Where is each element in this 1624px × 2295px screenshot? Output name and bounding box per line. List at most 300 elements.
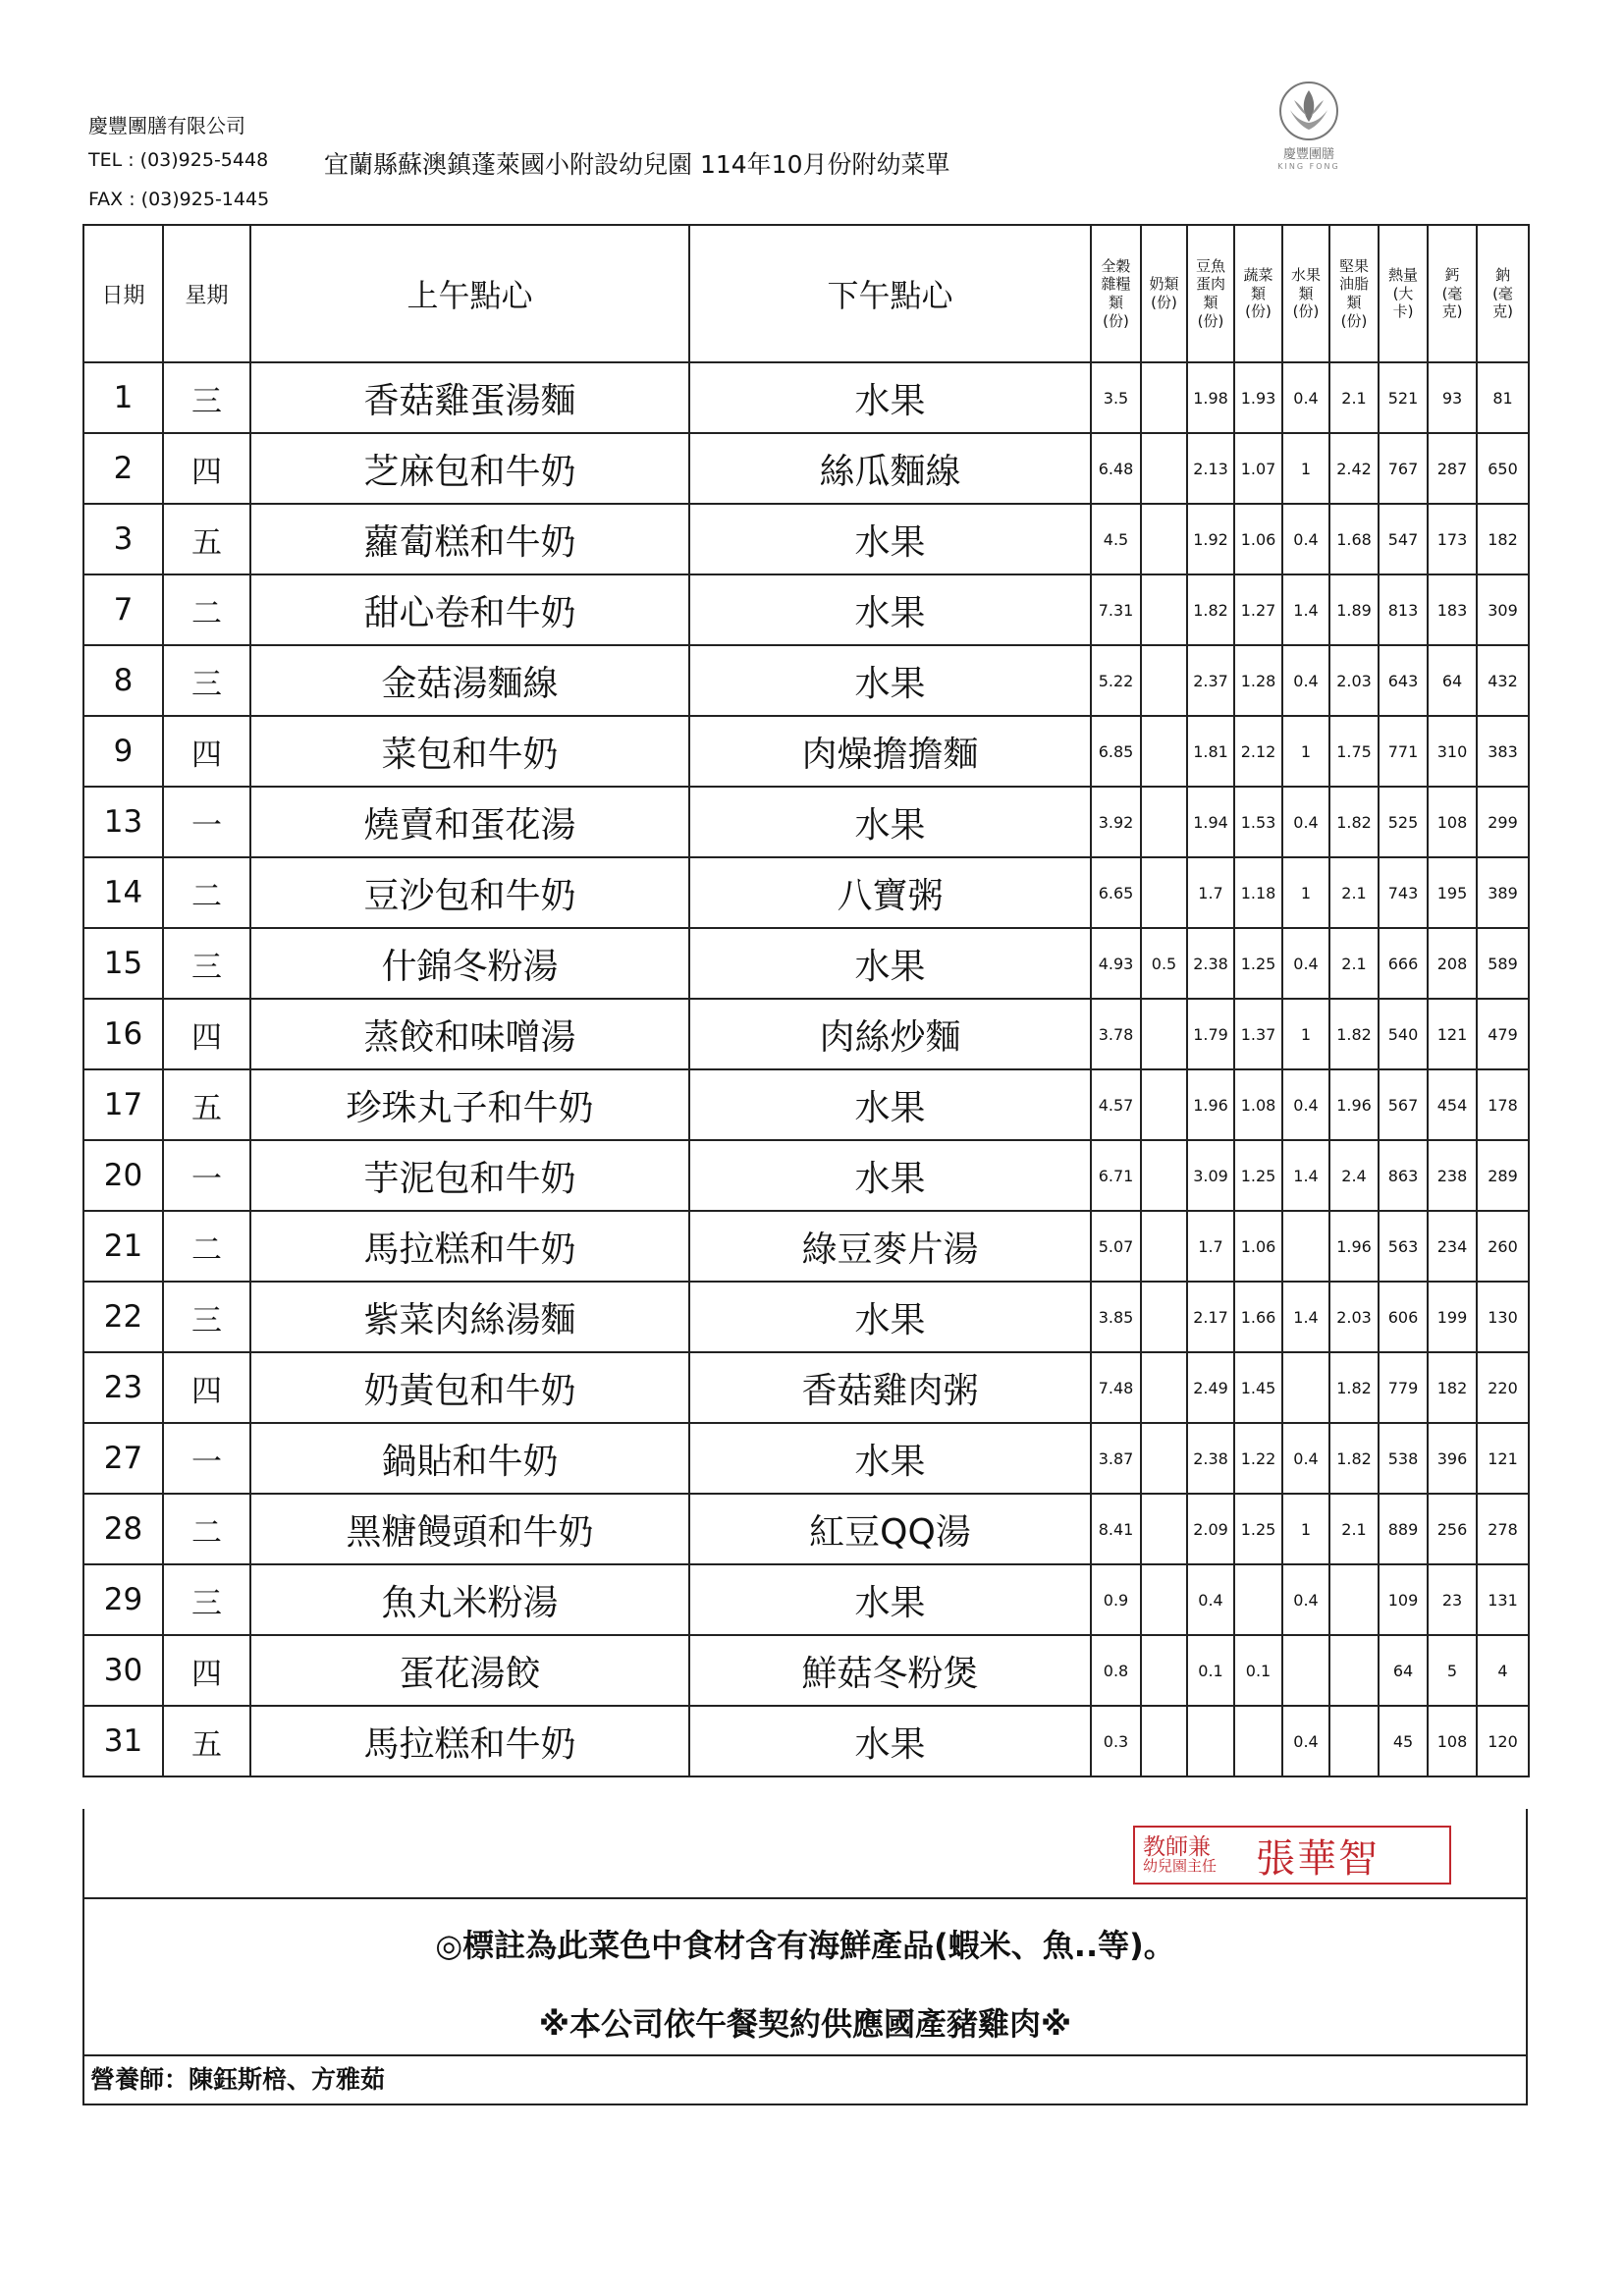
cell-date: 22 (83, 1282, 163, 1352)
cell-date: 30 (83, 1635, 163, 1706)
cell-grain: 0.3 (1091, 1706, 1141, 1776)
cell-afternoon: 香菇雞肉粥 (689, 1352, 1091, 1423)
cell-fat: 2.1 (1329, 362, 1379, 433)
cell-sodium: 650 (1477, 433, 1529, 504)
cell-grain: 0.8 (1091, 1635, 1141, 1706)
cell-protein (1187, 1706, 1234, 1776)
cell-date: 14 (83, 857, 163, 928)
cell-fat: 2.1 (1329, 1494, 1379, 1564)
cell-afternoon: 肉絲炒麵 (689, 999, 1091, 1069)
cell-sodium: 432 (1477, 645, 1529, 716)
cell-sodium: 299 (1477, 787, 1529, 857)
cell-fat: 1.89 (1329, 574, 1379, 645)
cell-afternoon: 綠豆麥片湯 (689, 1211, 1091, 1282)
cell-weekday: 四 (163, 716, 250, 787)
cell-morning: 紫菜肉絲湯麵 (250, 1282, 689, 1352)
cell-weekday: 二 (163, 1211, 250, 1282)
cell-date: 13 (83, 787, 163, 857)
cell-calcium: 108 (1428, 1706, 1477, 1776)
cell-sodium: 4 (1477, 1635, 1529, 1706)
cell-date: 21 (83, 1211, 163, 1282)
cell-fat: 1.82 (1329, 787, 1379, 857)
table-row (83, 1494, 1529, 1564)
cell-fruit: 0.4 (1282, 1706, 1329, 1776)
table-row (83, 504, 1529, 574)
cell-fruit: 1 (1282, 716, 1329, 787)
cell-dairy (1141, 1564, 1187, 1635)
cell-weekday: 三 (163, 362, 250, 433)
cell-calcium: 5 (1428, 1635, 1477, 1706)
cell-date: 23 (83, 1352, 163, 1423)
cell-veg: 1.18 (1234, 857, 1282, 928)
cell-fat: 1.96 (1329, 1069, 1379, 1140)
cell-calories: 863 (1379, 1140, 1428, 1211)
cell-veg: 1.25 (1234, 1140, 1282, 1211)
cell-calories: 538 (1379, 1423, 1428, 1494)
cell-morning: 燒賣和蛋花湯 (250, 787, 689, 857)
cell-calories: 45 (1379, 1706, 1428, 1776)
cell-grain: 3.87 (1091, 1423, 1141, 1494)
cell-weekday: 二 (163, 1494, 250, 1564)
cell-date: 31 (83, 1706, 163, 1776)
cell-weekday: 一 (163, 1140, 250, 1211)
cell-date: 7 (83, 574, 163, 645)
cell-morning: 金菇湯麵線 (250, 645, 689, 716)
cell-grain: 6.85 (1091, 716, 1141, 787)
cell-fat (1329, 1706, 1379, 1776)
cell-calories: 567 (1379, 1069, 1428, 1140)
cell-protein: 2.09 (1187, 1494, 1234, 1564)
cell-calories: 813 (1379, 574, 1428, 645)
cell-dairy (1141, 1282, 1187, 1352)
cell-date: 16 (83, 999, 163, 1069)
col-veg: 蔬菜 類 (份) (1234, 225, 1282, 362)
cell-dairy (1141, 1635, 1187, 1706)
cell-morning: 蛋花湯餃 (250, 1635, 689, 1706)
cell-grain: 7.48 (1091, 1352, 1141, 1423)
cell-calories: 643 (1379, 645, 1428, 716)
cell-weekday: 三 (163, 1282, 250, 1352)
seafood-note: ◎標註為此菜色中食材含有海鮮產品(蝦米、魚..等)。 (435, 1927, 1175, 1964)
cell-protein: 3.09 (1187, 1140, 1234, 1211)
cell-weekday: 五 (163, 1069, 250, 1140)
cell-sodium: 121 (1477, 1423, 1529, 1494)
cell-fruit (1282, 1352, 1329, 1423)
cell-grain: 6.71 (1091, 1140, 1141, 1211)
cell-protein: 0.1 (1187, 1635, 1234, 1706)
cell-protein: 1.96 (1187, 1069, 1234, 1140)
cell-date: 29 (83, 1564, 163, 1635)
stamp-title-line2: 幼兒園主任 (1143, 1857, 1218, 1876)
menu-title: 宜蘭縣蘇澳鎮蓬萊國小附設幼兒園 114年10月份附幼菜單 (324, 150, 950, 179)
stamp-name: 張華智 (1256, 1835, 1380, 1882)
cell-calories: 109 (1379, 1564, 1428, 1635)
cell-veg: 1.45 (1234, 1352, 1282, 1423)
cell-afternoon: 水果 (689, 928, 1091, 999)
cell-sodium: 278 (1477, 1494, 1529, 1564)
table-row (83, 433, 1529, 504)
stamp-title (1135, 1835, 1256, 1875)
cell-fruit: 0.4 (1282, 645, 1329, 716)
cell-protein: 2.49 (1187, 1352, 1234, 1423)
cell-veg: 1.07 (1234, 433, 1282, 504)
table-row (83, 1069, 1529, 1140)
cell-veg: 1.28 (1234, 645, 1282, 716)
table-row (83, 787, 1529, 857)
table-row (83, 999, 1529, 1069)
cell-veg: 1.53 (1234, 787, 1282, 857)
cell-morning: 魚丸米粉湯 (250, 1564, 689, 1635)
cell-veg: 1.66 (1234, 1282, 1282, 1352)
cell-weekday: 三 (163, 928, 250, 999)
company-name: 慶豐團膳有限公司 (88, 114, 245, 137)
header-row (83, 225, 1529, 362)
cell-calories: 767 (1379, 433, 1428, 504)
cell-calories: 525 (1379, 787, 1428, 857)
cell-weekday: 五 (163, 1706, 250, 1776)
pork-note: ※本公司依午餐契約供應國產豬雞肉※ (538, 2005, 1072, 2043)
cell-fat: 1.68 (1329, 504, 1379, 574)
cell-afternoon: 水果 (689, 362, 1091, 433)
cell-fat: 1.82 (1329, 1352, 1379, 1423)
cell-dairy (1141, 1069, 1187, 1140)
cell-fat: 1.75 (1329, 716, 1379, 787)
cell-sodium: 389 (1477, 857, 1529, 928)
cell-fat: 1.82 (1329, 999, 1379, 1069)
cell-morning: 豆沙包和牛奶 (250, 857, 689, 928)
cell-calcium: 199 (1428, 1282, 1477, 1352)
cell-sodium: 260 (1477, 1211, 1529, 1282)
cell-date: 20 (83, 1140, 163, 1211)
cell-calories: 64 (1379, 1635, 1428, 1706)
cell-sodium: 309 (1477, 574, 1529, 645)
cell-calcium: 310 (1428, 716, 1477, 787)
cell-calories: 779 (1379, 1352, 1428, 1423)
cell-fat (1329, 1564, 1379, 1635)
company-tel: TEL : (03)925-5448 (88, 149, 269, 171)
cell-sodium: 182 (1477, 504, 1529, 574)
cell-fat: 2.03 (1329, 1282, 1379, 1352)
table-row (83, 1211, 1529, 1282)
cell-sodium: 479 (1477, 999, 1529, 1069)
cell-calories: 889 (1379, 1494, 1428, 1564)
cell-veg: 1.25 (1234, 1494, 1282, 1564)
cell-morning: 奶黃包和牛奶 (250, 1352, 689, 1423)
table-row (83, 857, 1529, 928)
cell-afternoon: 水果 (689, 1423, 1091, 1494)
company-logo (1245, 81, 1373, 171)
cell-fruit: 1.4 (1282, 574, 1329, 645)
table-row (83, 1423, 1529, 1494)
cell-calcium: 256 (1428, 1494, 1477, 1564)
table-row (83, 362, 1529, 433)
cell-fat: 1.96 (1329, 1211, 1379, 1282)
menu-body (83, 362, 1529, 1776)
table-row (83, 1635, 1529, 1706)
cell-weekday: 四 (163, 433, 250, 504)
table-row (83, 1706, 1529, 1776)
cell-veg: 1.27 (1234, 574, 1282, 645)
cell-veg: 1.08 (1234, 1069, 1282, 1140)
col-morning: 上午點心 (250, 225, 689, 362)
director-stamp (1133, 1826, 1451, 1885)
cell-grain: 3.78 (1091, 999, 1141, 1069)
nutritionist: 營養師：陳鈺斯棓、方雅茹 (90, 2065, 386, 2094)
col-date: 日期 (83, 225, 163, 362)
cell-weekday: 四 (163, 1635, 250, 1706)
cell-grain: 5.22 (1091, 645, 1141, 716)
cell-grain: 6.48 (1091, 433, 1141, 504)
cell-calcium: 454 (1428, 1069, 1477, 1140)
cell-grain: 0.9 (1091, 1564, 1141, 1635)
cell-sodium: 130 (1477, 1282, 1529, 1352)
cell-sodium: 120 (1477, 1706, 1529, 1776)
cell-fruit (1282, 1211, 1329, 1282)
cell-weekday: 一 (163, 787, 250, 857)
cell-veg: 1.37 (1234, 999, 1282, 1069)
signature-row (84, 1809, 1526, 1899)
cell-calories: 666 (1379, 928, 1428, 999)
logo-text: 慶豐團膳 (1282, 147, 1334, 162)
cell-afternoon: 水果 (689, 645, 1091, 716)
cell-date: 9 (83, 716, 163, 787)
cell-calcium: 93 (1428, 362, 1477, 433)
cell-grain: 3.92 (1091, 787, 1141, 857)
cell-afternoon: 水果 (689, 1140, 1091, 1211)
cell-morning: 馬拉糕和牛奶 (250, 1706, 689, 1776)
cell-calcium: 121 (1428, 999, 1477, 1069)
cell-calcium: 195 (1428, 857, 1477, 928)
cell-morning: 鍋貼和牛奶 (250, 1423, 689, 1494)
cell-dairy (1141, 1706, 1187, 1776)
menu-table (82, 224, 1530, 1777)
cell-dairy (1141, 504, 1187, 574)
cell-protein: 1.7 (1187, 857, 1234, 928)
cell-afternoon: 水果 (689, 1706, 1091, 1776)
col-weekday: 星期 (163, 225, 250, 362)
cell-fat: 2.03 (1329, 645, 1379, 716)
cell-protein: 1.7 (1187, 1211, 1234, 1282)
cell-sodium: 131 (1477, 1564, 1529, 1635)
cell-fruit: 1 (1282, 857, 1329, 928)
logo-subtext: KING FONG (1277, 162, 1340, 171)
cell-sodium: 289 (1477, 1140, 1529, 1211)
cell-calories: 547 (1379, 504, 1428, 574)
cell-fat: 2.1 (1329, 857, 1379, 928)
cell-weekday: 二 (163, 574, 250, 645)
cell-fat: 2.42 (1329, 433, 1379, 504)
cell-dairy (1141, 999, 1187, 1069)
cell-fruit: 1.4 (1282, 1282, 1329, 1352)
cell-fat (1329, 1635, 1379, 1706)
cell-fruit: 1.4 (1282, 1140, 1329, 1211)
cell-grain: 8.41 (1091, 1494, 1141, 1564)
cell-weekday: 一 (163, 1423, 250, 1494)
cell-veg: 1.25 (1234, 928, 1282, 999)
cell-date: 2 (83, 433, 163, 504)
cell-protein: 2.38 (1187, 1423, 1234, 1494)
cell-veg: 1.06 (1234, 504, 1282, 574)
cell-protein: 2.17 (1187, 1282, 1234, 1352)
col-dairy: 奶類 (份) (1141, 225, 1187, 362)
col-calories: 熱量 (大 卡) (1379, 225, 1428, 362)
cell-calories: 606 (1379, 1282, 1428, 1352)
cell-weekday: 四 (163, 1352, 250, 1423)
cell-weekday: 五 (163, 504, 250, 574)
cell-fat: 1.82 (1329, 1423, 1379, 1494)
cell-protein: 1.94 (1187, 787, 1234, 857)
cell-morning: 芝麻包和牛奶 (250, 433, 689, 504)
cell-calcium: 183 (1428, 574, 1477, 645)
cell-weekday: 四 (163, 999, 250, 1069)
cell-calcium: 238 (1428, 1140, 1477, 1211)
cell-dairy: 0.5 (1141, 928, 1187, 999)
cell-afternoon: 水果 (689, 787, 1091, 857)
cell-protein: 1.82 (1187, 574, 1234, 645)
cell-veg: 1.22 (1234, 1423, 1282, 1494)
cell-morning: 甜心卷和牛奶 (250, 574, 689, 645)
cell-morning: 蒸餃和味噌湯 (250, 999, 689, 1069)
cell-sodium: 81 (1477, 362, 1529, 433)
col-calcium: 鈣 (毫 克) (1428, 225, 1477, 362)
cell-dairy (1141, 1140, 1187, 1211)
cell-date: 3 (83, 504, 163, 574)
cell-fruit (1282, 1635, 1329, 1706)
cell-afternoon: 鮮菇冬粉煲 (689, 1635, 1091, 1706)
notes-row (84, 1899, 1526, 2056)
cell-dairy (1141, 787, 1187, 857)
cell-dairy (1141, 1352, 1187, 1423)
cell-morning: 蘿蔔糕和牛奶 (250, 504, 689, 574)
cell-fruit: 0.4 (1282, 787, 1329, 857)
cell-date: 17 (83, 1069, 163, 1140)
cell-morning: 珍珠丸子和牛奶 (250, 1069, 689, 1140)
cell-grain: 5.07 (1091, 1211, 1141, 1282)
cell-afternoon: 絲瓜麵線 (689, 433, 1091, 504)
cell-calcium: 108 (1428, 787, 1477, 857)
cell-afternoon: 肉燥擔擔麵 (689, 716, 1091, 787)
cell-morning: 芋泥包和牛奶 (250, 1140, 689, 1211)
cell-calcium: 208 (1428, 928, 1477, 999)
table-row (83, 928, 1529, 999)
cell-fruit: 0.4 (1282, 928, 1329, 999)
cell-veg: 2.12 (1234, 716, 1282, 787)
cell-grain: 4.5 (1091, 504, 1141, 574)
col-sodium: 鈉 (毫 克) (1477, 225, 1529, 362)
cell-fruit: 1 (1282, 1494, 1329, 1564)
table-row (83, 1564, 1529, 1635)
wheat-logo-icon (1278, 81, 1339, 141)
cell-calcium: 23 (1428, 1564, 1477, 1635)
cell-calories: 563 (1379, 1211, 1428, 1282)
cell-grain: 4.93 (1091, 928, 1141, 999)
cell-grain: 4.57 (1091, 1069, 1141, 1140)
cell-calories: 771 (1379, 716, 1428, 787)
col-fat: 堅果 油脂 類 (份) (1329, 225, 1379, 362)
cell-afternoon: 水果 (689, 1069, 1091, 1140)
cell-fruit: 0.4 (1282, 1069, 1329, 1140)
cell-calories: 743 (1379, 857, 1428, 928)
cell-weekday: 三 (163, 645, 250, 716)
cell-calcium: 64 (1428, 645, 1477, 716)
cell-fruit: 0.4 (1282, 504, 1329, 574)
col-protein: 豆魚 蛋肉 類 (份) (1187, 225, 1234, 362)
cell-grain: 6.65 (1091, 857, 1141, 928)
cell-morning: 馬拉糕和牛奶 (250, 1211, 689, 1282)
cell-fat: 2.4 (1329, 1140, 1379, 1211)
cell-dairy (1141, 716, 1187, 787)
table-row (83, 1140, 1529, 1211)
cell-calcium: 182 (1428, 1352, 1477, 1423)
cell-dairy (1141, 1211, 1187, 1282)
cell-dairy (1141, 1423, 1187, 1494)
cell-afternoon: 八寶粥 (689, 857, 1091, 928)
cell-date: 28 (83, 1494, 163, 1564)
table-row (83, 574, 1529, 645)
cell-date: 15 (83, 928, 163, 999)
table-row (83, 716, 1529, 787)
cell-veg: 1.93 (1234, 362, 1282, 433)
table-row (83, 1282, 1529, 1352)
cell-afternoon: 水果 (689, 574, 1091, 645)
cell-morning: 菜包和牛奶 (250, 716, 689, 787)
cell-protein: 0.4 (1187, 1564, 1234, 1635)
cell-calcium: 234 (1428, 1211, 1477, 1282)
cell-veg: 0.1 (1234, 1635, 1282, 1706)
cell-veg: 1.06 (1234, 1211, 1282, 1282)
cell-calories: 521 (1379, 362, 1428, 433)
cell-calcium: 287 (1428, 433, 1477, 504)
table-row (83, 645, 1529, 716)
cell-calcium: 396 (1428, 1423, 1477, 1494)
cell-dairy (1141, 362, 1187, 433)
cell-date: 8 (83, 645, 163, 716)
cell-dairy (1141, 433, 1187, 504)
table-row (83, 1352, 1529, 1423)
cell-afternoon: 紅豆QQ湯 (689, 1494, 1091, 1564)
cell-protein: 1.81 (1187, 716, 1234, 787)
col-afternoon: 下午點心 (689, 225, 1091, 362)
cell-morning: 什錦冬粉湯 (250, 928, 689, 999)
cell-afternoon: 水果 (689, 1564, 1091, 1635)
cell-fruit: 1 (1282, 433, 1329, 504)
cell-calories: 540 (1379, 999, 1428, 1069)
cell-grain: 3.5 (1091, 362, 1141, 433)
cell-protein: 1.79 (1187, 999, 1234, 1069)
cell-dairy (1141, 1494, 1187, 1564)
cell-protein: 2.13 (1187, 433, 1234, 504)
cell-morning: 黑糖饅頭和牛奶 (250, 1494, 689, 1564)
cell-fruit: 0.4 (1282, 1564, 1329, 1635)
cell-date: 27 (83, 1423, 163, 1494)
stamp-title-line1: 教師兼 (1143, 1834, 1211, 1861)
cell-veg (1234, 1706, 1282, 1776)
cell-protein: 2.37 (1187, 645, 1234, 716)
menu-footer (82, 1809, 1528, 2105)
cell-weekday: 二 (163, 857, 250, 928)
col-fruit: 水果 類 (份) (1282, 225, 1329, 362)
cell-veg (1234, 1564, 1282, 1635)
cell-morning: 香菇雞蛋湯麵 (250, 362, 689, 433)
cell-sodium: 589 (1477, 928, 1529, 999)
cell-protein: 1.92 (1187, 504, 1234, 574)
cell-afternoon: 水果 (689, 504, 1091, 574)
cell-calcium: 173 (1428, 504, 1477, 574)
cell-sodium: 220 (1477, 1352, 1529, 1423)
cell-sodium: 383 (1477, 716, 1529, 787)
cell-fruit: 0.4 (1282, 1423, 1329, 1494)
cell-fat: 2.1 (1329, 928, 1379, 999)
